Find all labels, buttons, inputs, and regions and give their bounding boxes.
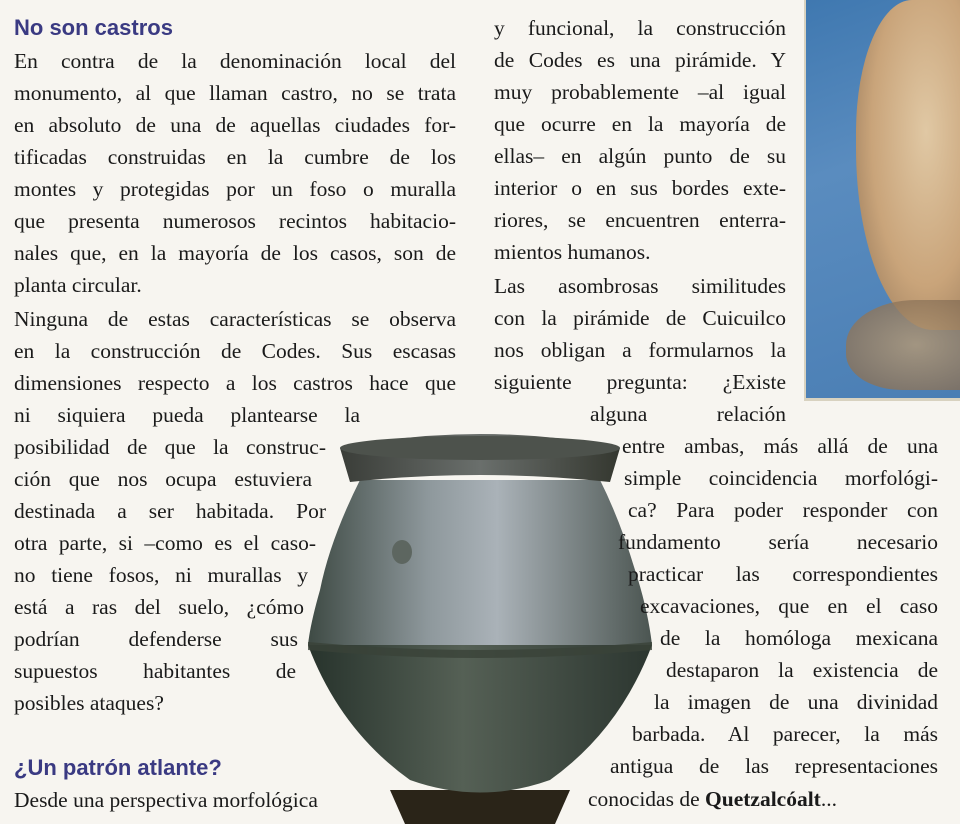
paragraph-line: siguiente pregunta: ¿Existe — [494, 370, 786, 394]
paragraph-line: de Codes es una pirámide. Y — [494, 48, 786, 72]
paragraph-line: que presenta numerosos recintos habitacio- — [14, 209, 456, 233]
paragraph-line: ni siquiera pueda plantearse la — [14, 403, 360, 427]
paragraph-line: y funcional, la construcción — [494, 16, 786, 40]
paragraph-line: destaparon la existencia de — [666, 658, 938, 682]
paragraph-line: simple coincidencia morfológi- — [624, 466, 938, 490]
paragraph-line-last — [588, 783, 938, 815]
paragraph-line: supuestos habitantes de — [14, 659, 296, 683]
paragraph-line: riores, se encuentren enterra- — [494, 208, 786, 232]
paragraph-line: con la pirámide de Cuicuilco — [494, 306, 786, 330]
photo-rock-shadow — [846, 300, 960, 390]
paragraph-line: fundamento sería necesario — [618, 530, 938, 554]
paragraph-line: destinada a ser habitada. Por — [14, 499, 326, 523]
paragraph-line: alguna relación — [590, 402, 786, 426]
section-heading-castros: No son castros — [14, 15, 173, 40]
paragraph-line: muy probablemente –al igual — [494, 80, 786, 104]
paragraph-line: Las asombrosas similitudes — [494, 274, 786, 298]
paragraph-line: nales que, en la mayoría de los casos, son de — [14, 241, 456, 265]
paragraph-line: que ocurre en la mayoría de — [494, 112, 786, 136]
paragraph-line: otra parte, si –como es el caso- — [14, 531, 316, 555]
pyramid-photo — [804, 0, 960, 401]
paragraph-line: ca? Para poder responder con — [628, 498, 938, 522]
paragraph-line: barbada. Al parecer, la más — [632, 722, 938, 746]
paragraph-line: Desde una perspectiva morfológica — [14, 788, 318, 812]
paragraph-line: dimensiones respecto a los castros hace que — [14, 371, 456, 395]
paragraph-line: interior o en sus bordes exte- — [494, 176, 786, 200]
paragraph-line: no tiene fosos, ni murallas y — [14, 563, 308, 587]
paragraph-line: posibles ataques? — [14, 691, 164, 715]
photo-rock — [856, 0, 960, 330]
paragraph-line: Ninguna de estas características se observa — [14, 307, 456, 331]
paragraph-text: conocidas de — [588, 787, 706, 811]
paragraph-line: en la construcción de Codes. Sus escasas — [14, 339, 456, 363]
paragraph-line: de la homóloga mexicana — [660, 626, 938, 650]
paragraph-line: podrían defenderse sus — [14, 627, 298, 651]
paragraph-line: practicar las correspondientes — [628, 562, 938, 586]
ellipsis: ... — [820, 787, 837, 811]
clay-vase-image — [300, 420, 660, 824]
section-heading-patron-atlante: ¿Un patrón atlante? — [14, 755, 222, 780]
paragraph-line: antigua de las representaciones — [610, 754, 938, 778]
paragraph-line: ción que nos ocupa estuviera — [14, 467, 312, 491]
paragraph-line: la imagen de una divinidad — [654, 690, 938, 714]
paragraph-line: en absoluto de una de aquellas ciudades for- — [14, 113, 456, 137]
paragraph-line: posibilidad de que la construc- — [14, 435, 326, 459]
paragraph-line: ellas– en algún punto de su — [494, 144, 786, 168]
paragraph-line: nos obligan a formularnos la — [494, 338, 786, 362]
paragraph-line: En contra de la denominación local del — [14, 49, 456, 73]
paragraph-line: entre ambas, más allá de una — [622, 434, 938, 458]
paragraph-line: monumento, al que llaman castro, no se trata — [14, 81, 456, 105]
paragraph-line: excavaciones, que en el caso — [640, 594, 938, 618]
paragraph-line: mientos humanos. — [494, 240, 651, 264]
deity-name: Quetzalcóalt — [705, 787, 821, 811]
paragraph-line: está a ras del suelo, ¿cómo — [14, 595, 304, 619]
paragraph-line: planta circular. — [14, 273, 142, 297]
paragraph-line: tificadas construidas en la cumbre de los — [14, 145, 456, 169]
paragraph-line: montes y protegidas por un foso o muralla — [14, 177, 456, 201]
